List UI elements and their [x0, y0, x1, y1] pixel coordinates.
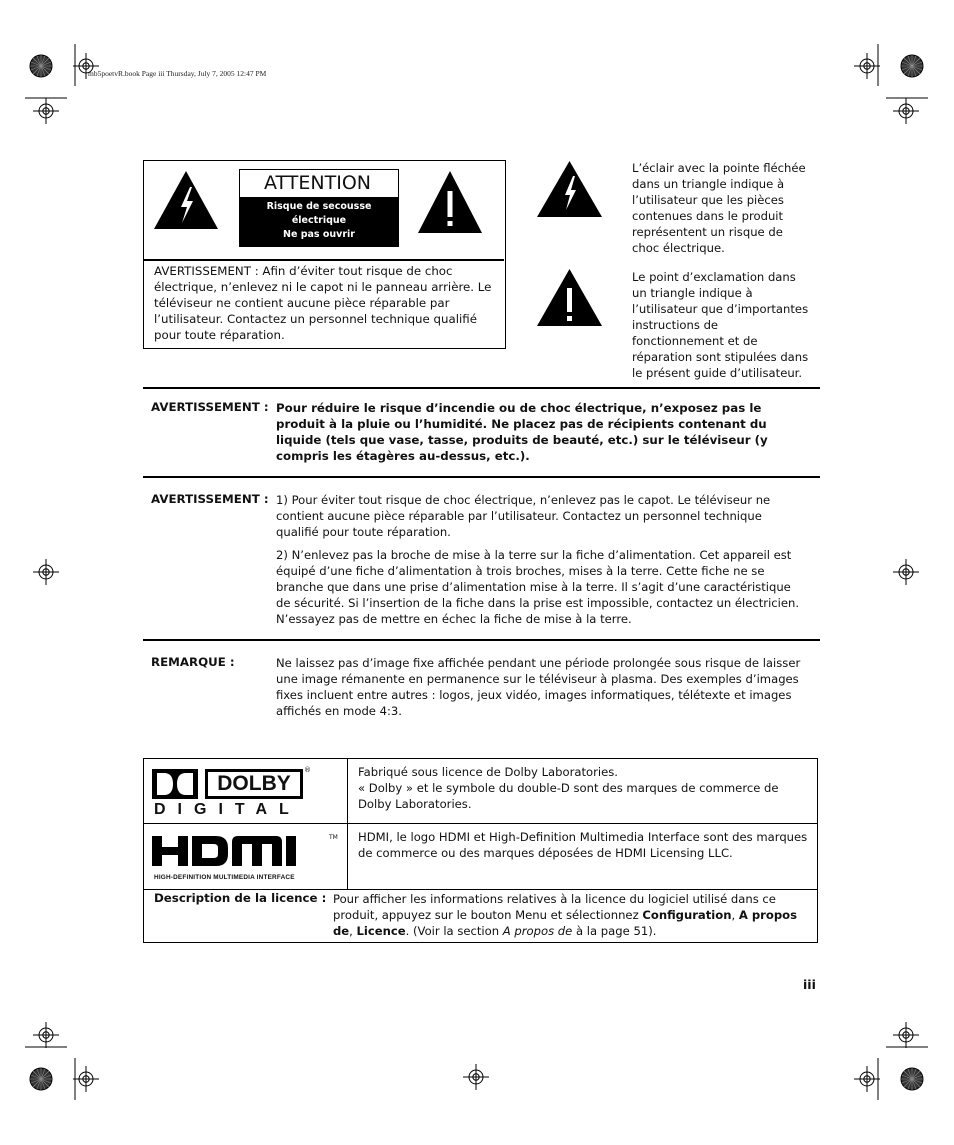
table-divider — [347, 759, 348, 889]
license-text-part: Pour afficher les informations relatives à la licence du logiciel utilisé dans ce produit, appuyez sur le bouton Menu et sélectionnez — [333, 892, 776, 922]
attention-subtitle-line2: Ne pas ouvrir — [283, 229, 355, 240]
dolby-wordmark-box — [205, 769, 303, 799]
trademark-mark: TM — [329, 834, 338, 841]
dolby-license-line2: « Dolby » et le symbole du double-D sont des marques de commerce de Dolby Laboratories. — [358, 781, 779, 811]
divider — [143, 387, 820, 389]
attention-warning-text: AVERTISSEMENT : Afin d’éviter tout risque de choc électrique, n’enlevez ni le capot ni le panneau arrière. Le téléviseur ne contient aucune pièce réparable par l’utilisateur. Contactez un personnel technique qualifié pour toute réparation. — [154, 264, 492, 342]
hdmi-logo — [152, 834, 342, 884]
dolby-license-line1: Fabriqué sous licence de Dolby Laboratories. — [358, 765, 618, 779]
dolby-wordmark: DOLBY — [217, 772, 291, 795]
page-number: iii — [803, 977, 816, 992]
warning-paragraph: 1) Pour éviter tout risque de choc électrique, n’enlevez pas le capot. Le téléviseur ne contient aucune pièce réparable par l’utilisateur. Contactez un personnel technique qualifié pour toute réparation. — [276, 493, 771, 539]
warning-paragraph: 2) N’enlevez pas la broche de mise à la terre sur la fiche d’alimentation. Cet appareil est équipé d’une fiche d’alimentation à trois broches, mises à la terre. Cette fiche ne se branche que dans une prise d’alimentation mise à la terre. Il s’agit d’une caractéristique de sécurité. Si l’insertion de la fiche dans la prise est impossible, contactez un électricien. N’essayez pas de mettre en échec la fiche de mise à la terre. — [276, 548, 800, 626]
attention-title: ATTENTION — [264, 172, 371, 194]
license-label: Description de la licence : — [154, 891, 327, 905]
license-text-part: . (Voir la section — [405, 924, 503, 938]
logo-table — [143, 758, 818, 943]
lightning-warning-icon — [152, 169, 220, 231]
exclamation-symbol-text: Le point d’exclamation dans un triangle indique à l’utilisateur que d’importantes instructions de fonctionnement et de réparation sont stipulées dans le présent guide d’utilisateur. — [632, 270, 809, 380]
divider — [143, 476, 820, 478]
warning-label: AVERTISSEMENT : — [151, 400, 269, 414]
license-text-part: , — [731, 908, 739, 922]
attention-box — [143, 160, 506, 349]
warning-text-bold: Pour réduire le risque d’incendie ou de choc électrique, n’exposez pas le produit à la pluie ou l’humidité. Ne placez pas de récipients contenant du liquide (tels que vase, tasse, produits de beauté, etc.) sur le téléviseur (y compris les étagères au-dessus, etc.). — [276, 401, 768, 463]
registered-mark: ® — [304, 766, 311, 774]
license-text-part: , — [349, 924, 357, 938]
dolby-digital-text: DIGITAL — [154, 801, 301, 818]
table-divider — [144, 823, 817, 824]
a-propos-term: A propos de — [333, 908, 798, 938]
license-text — [333, 891, 808, 939]
hdmi-wordmark-icon — [152, 834, 328, 868]
licence-term: Licence — [356, 924, 406, 938]
warning-label: AVERTISSEMENT : — [151, 492, 269, 506]
attention-subtitle-line1: Risque de secousse électrique — [266, 201, 372, 226]
attention-subtitle — [240, 197, 398, 246]
configuration-term: Configuration — [642, 908, 732, 922]
section-reference: A propos de — [502, 924, 573, 938]
double-d-icon — [152, 769, 198, 799]
attention-label — [239, 169, 399, 247]
dolby-digital-logo — [152, 766, 342, 819]
lightning-symbol-text: L’éclair avec la pointe fléchée dans un triangle indique à l’utilisateur que les pièces contenues dans le produit représentent un risque de choc électrique. — [632, 161, 806, 255]
hdmi-subtitle: HIGH-DEFINITION MULTIMEDIA INTERFACE — [154, 874, 295, 881]
note-text: Ne laissez pas d’image fixe affichée pendant une période prolongée sous risque de laisser une image rémanente en permanence sur le téléviseur à plasma. Des exemples d’images fixes incluent entre autres : logos, jeux vidéo, images informatiques, télétexte et images affichés en mode 4:3. — [276, 656, 801, 718]
exclamation-symbol-icon — [536, 268, 603, 327]
table-divider — [144, 889, 817, 890]
lightning-symbol-icon — [536, 160, 603, 218]
exclamation-warning-icon — [416, 169, 484, 235]
license-text-part: à la page 51). — [572, 924, 657, 938]
note-label: REMARQUE : — [151, 655, 235, 669]
divider — [143, 639, 820, 641]
hdmi-license-text: HDMI, le logo HDMI et High-Definition Multimedia Interface sont des marques de commerce ou des marques déposées de HDMI Licensing LLC. — [358, 830, 808, 860]
attention-divider — [144, 259, 504, 261]
print-slug: mb5poetvR.book Page iii Thursday, July 7, 2005 12:47 PM — [88, 69, 267, 78]
